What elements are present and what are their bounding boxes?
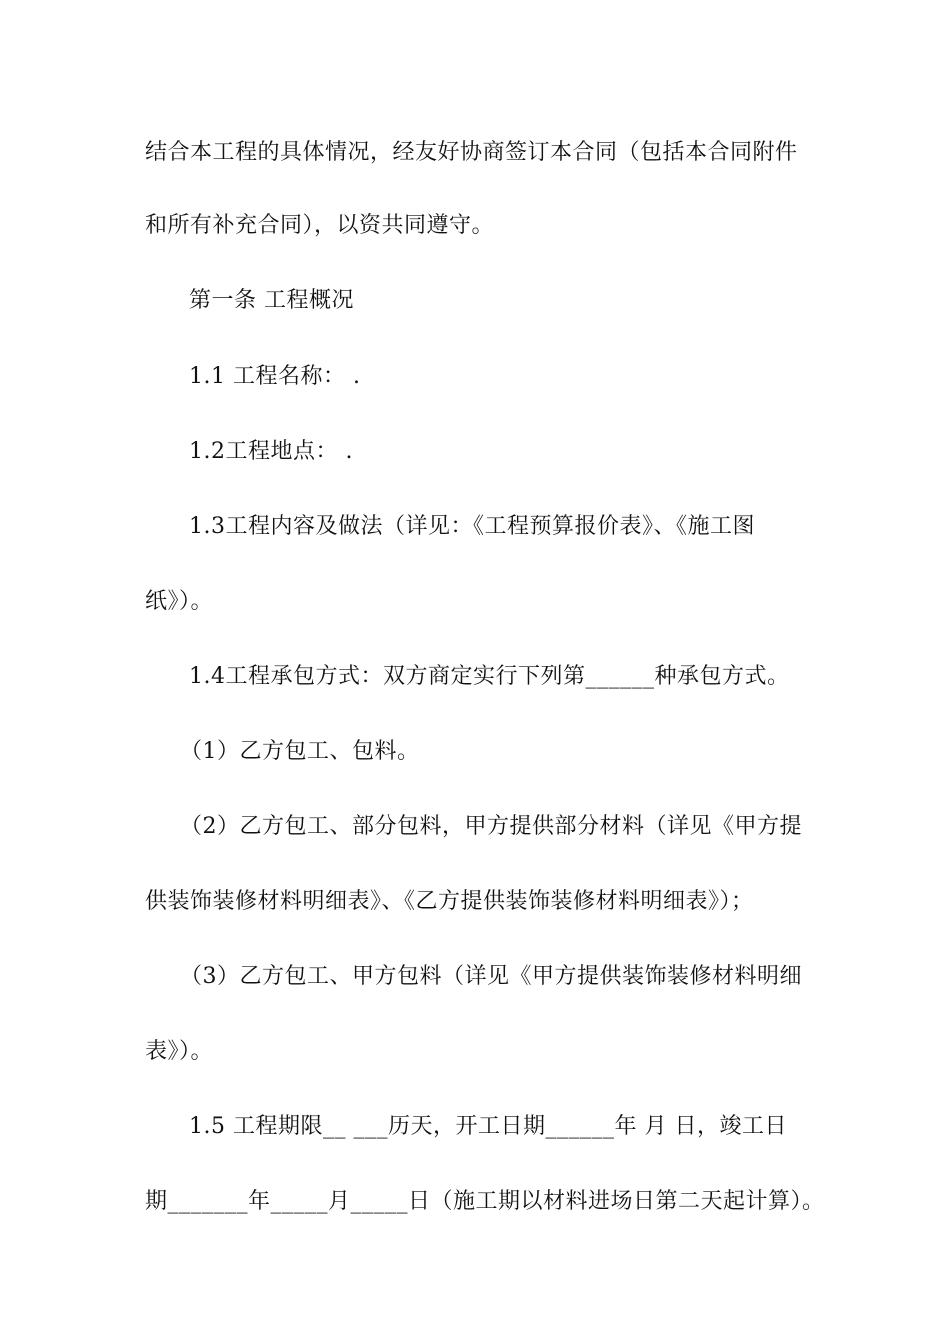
clause-1-3-line-1: 1.3工程内容及做法（详见：《工程预算报价表》、《施工图 [189, 514, 755, 539]
paragraph-line-2: 和所有补充合同），以资共同遵守。 [145, 213, 495, 238]
option-1: （1）乙方包工、包料。 [180, 739, 420, 764]
clause-1-2: 1.2工程地点： . [189, 439, 353, 464]
option-2-line-2: 供装饰装修材料明细表》、《乙方提供装饰装修材料明细表》）； [145, 889, 754, 914]
option-2-line-1: （2）乙方包工、部分包料，甲方提供部分材料（详见《甲方提 [180, 814, 802, 839]
option-3-line-2: 表》）。 [145, 1039, 214, 1064]
clause-1-5-line-2: 期_______年_____月_____日（施工期以材料进场日第二天起计算）。 [145, 1189, 825, 1214]
option-3-line-1: （3）乙方包工、甲方包料（详见《甲方提供装饰装修材料明细 [180, 964, 802, 989]
clause-1-5-line-1: 1.5 工程期限__ ___历天，开工日期______年 月 日，竣工日 [189, 1114, 787, 1139]
clause-1-3-line-2: 纸》）。 [145, 589, 214, 614]
article-heading: 第一条 工程概况 [189, 288, 354, 313]
clause-1-4: 1.4工程承包方式：双方商定实行下列第______种承包方式。 [189, 664, 790, 689]
clause-1-1: 1.1 工程名称： . [189, 364, 361, 389]
paragraph-line-1: 结合本工程的具体情况，经友好协商签订本合同（包括本合同附件 [145, 140, 798, 165]
